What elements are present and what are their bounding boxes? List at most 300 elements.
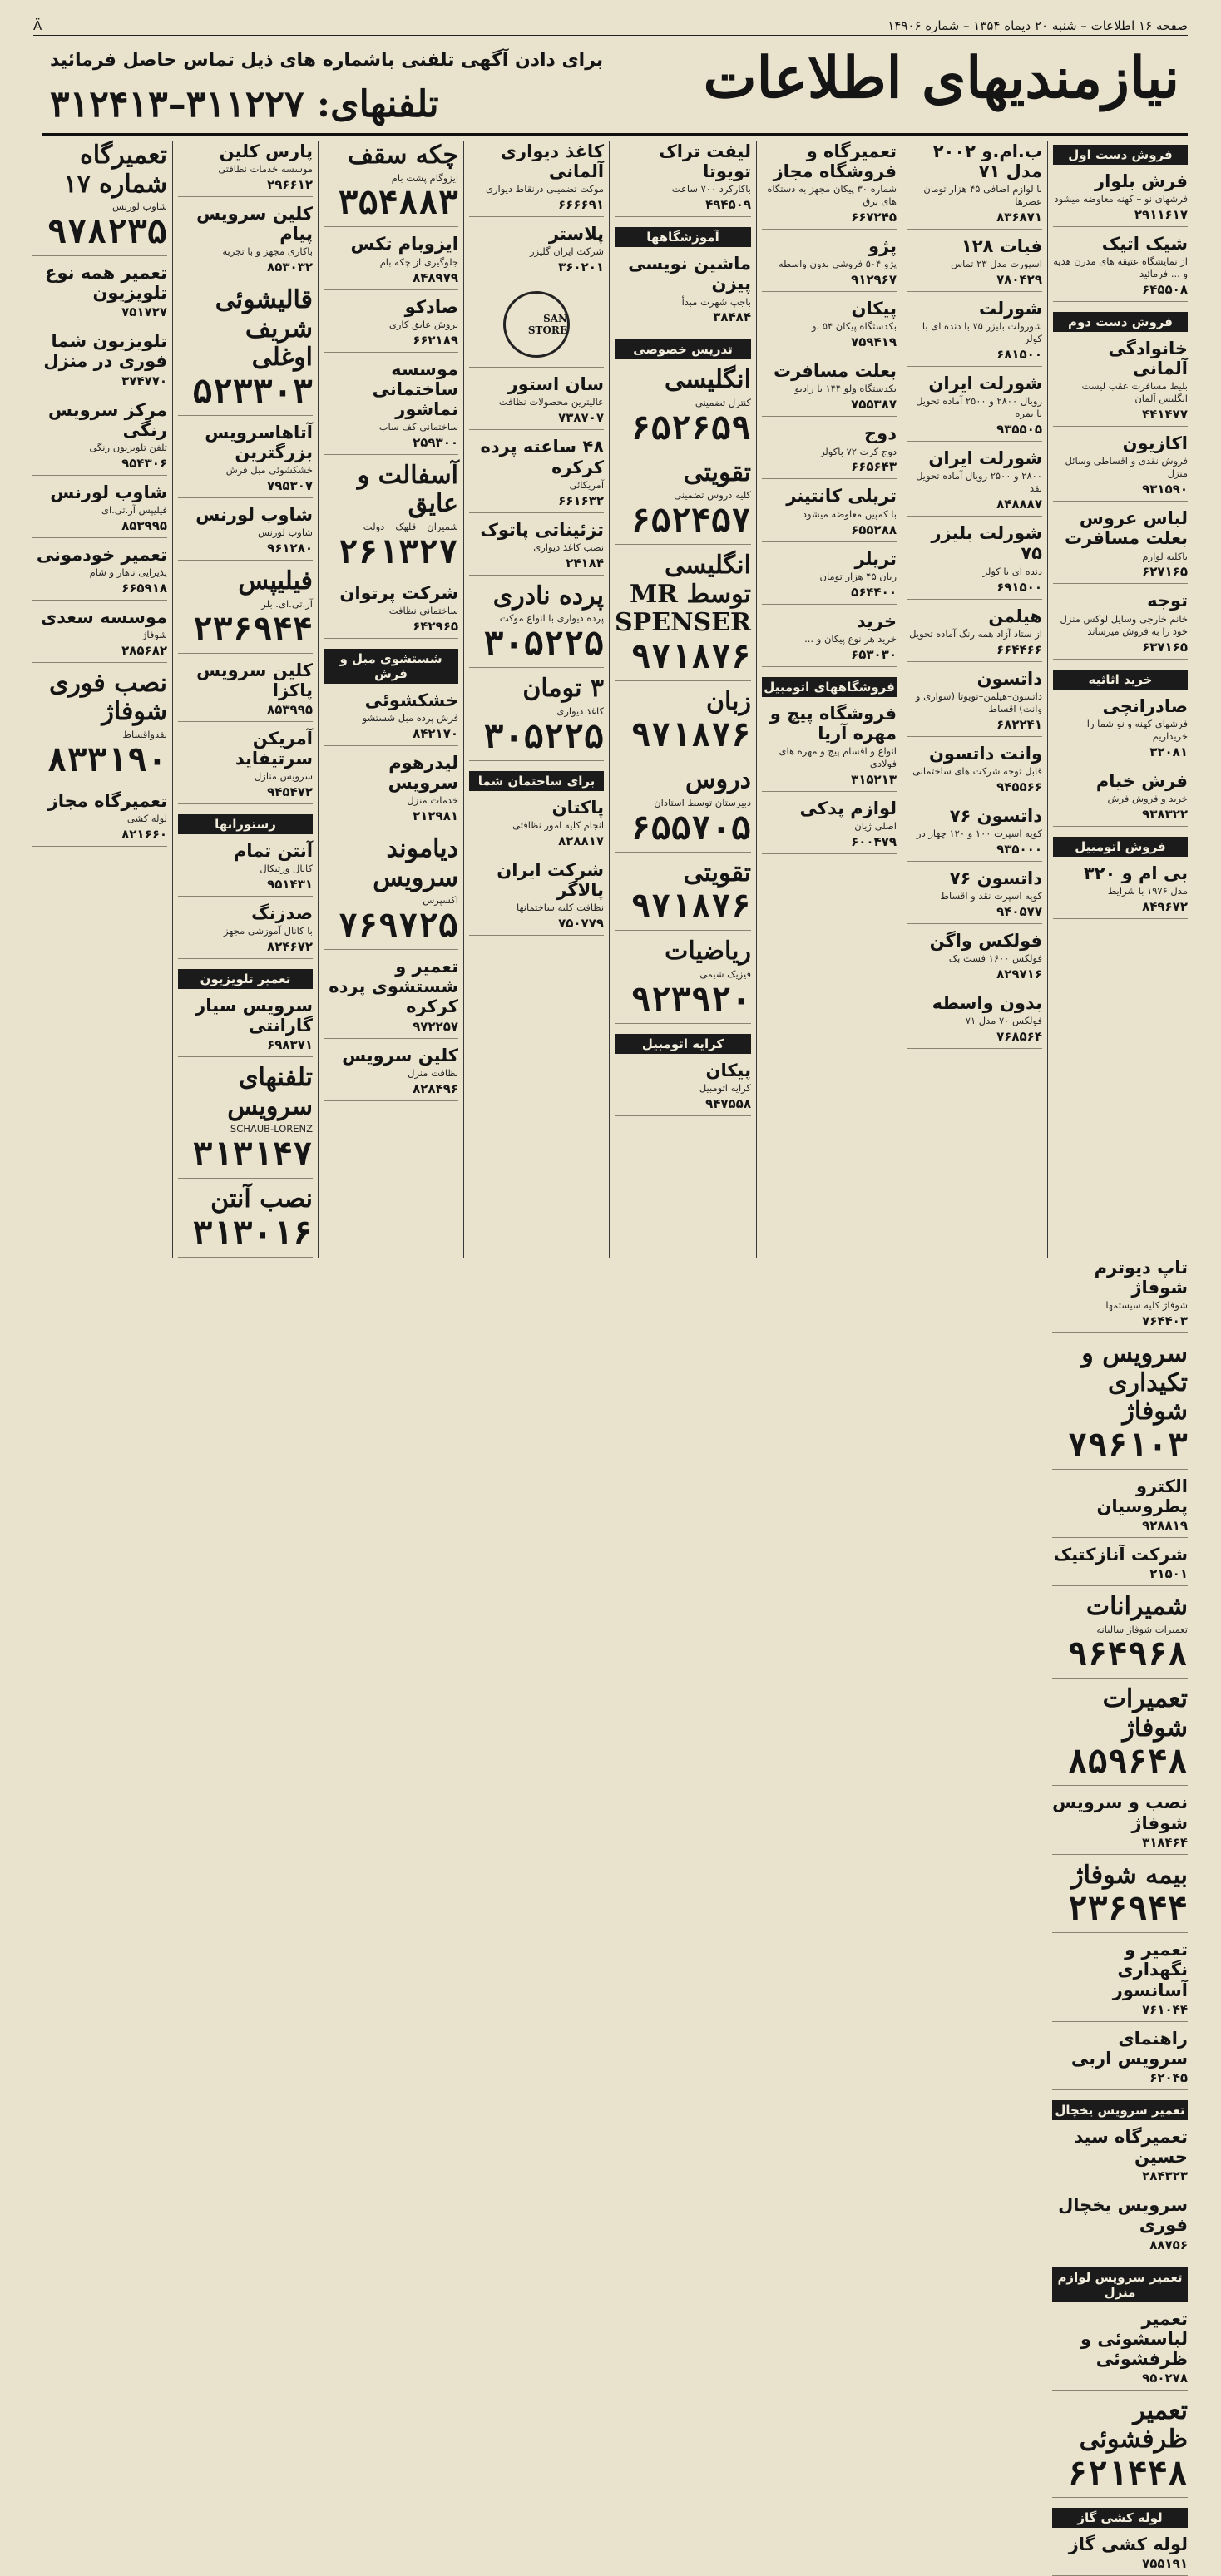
ad-text: خانم خارجی وسایل لوکس منزل خود را به فروش میرساند: [1060, 612, 1188, 637]
ad-phone: ۶۶۶۶۹۱: [558, 197, 605, 213]
ad-phone-large: ۶۵۲۴۵۷: [630, 502, 751, 541]
ad-text: نظافت کلیه ساختمانها: [516, 901, 605, 913]
ad-title: بی ام و ۳۲۰: [1083, 863, 1188, 883]
ad-text: اصلی ژیان: [854, 820, 897, 832]
classified-ad: [178, 423, 313, 498]
ad-text: نظافت منزل: [408, 1066, 459, 1079]
ad-phone: ۹۳۵۵۰۵: [996, 422, 1042, 438]
ad-phone: ۹۳۱۵۹۰: [1142, 482, 1188, 497]
classified-ad: [324, 690, 458, 746]
ad-title: ب.ام.و ۲۰۰۲ مدل ۷۱: [932, 141, 1042, 182]
ad-text: جلوگیری از چکه بام: [379, 255, 459, 268]
ad-title: شورلت: [978, 299, 1042, 319]
ad-title: پژو: [868, 236, 897, 257]
classified-ad: [178, 1064, 313, 1179]
classified-ad: [32, 263, 167, 324]
ad-text: فرش پرده مبل شستشو: [362, 712, 459, 724]
ad-title: دوج: [864, 423, 897, 444]
classified-ad: [1053, 591, 1188, 659]
section-heading: لوله کشی گاز: [1052, 2508, 1188, 2528]
ad-text: فیزیک شیمی: [699, 967, 751, 980]
ad-phone: ۸۲۴۶۷۲: [267, 939, 314, 955]
ad-title: تعمیر و نگهداری آسانسور: [1112, 1940, 1188, 2000]
ad-title: موسسه سعدی: [40, 606, 168, 627]
classified-ad: [1052, 1862, 1188, 1934]
classified-ad: [324, 359, 458, 455]
ad-title: داتسون ۷۶: [949, 868, 1042, 888]
ad-phone-large: ۳۵۴۸۸۳: [338, 184, 459, 223]
ad-text: زیان ۴۵ هزار تومان: [819, 570, 897, 582]
ad-text: موسسه خدمات نظافتی: [218, 163, 314, 176]
ad-phone-large: ۹۷۸۲۳۵: [47, 212, 168, 251]
classified-ad: [907, 523, 1042, 599]
classified-ad: [907, 606, 1042, 662]
classified-ad: [615, 1061, 751, 1116]
ad-phone: ۶۸۲۲۴۱: [996, 716, 1042, 732]
ad-title: داتسون: [976, 668, 1042, 689]
classified-ad: [1053, 339, 1188, 427]
classified-ad: [1052, 1340, 1188, 1470]
ad-phone: ۷۹۵۳۰۷: [267, 478, 314, 494]
ad-phone: ۷۸۰۴۲۹: [996, 272, 1042, 288]
classified-ad: [615, 859, 751, 932]
section-heading: فروش دست دوم: [1053, 312, 1188, 332]
section-heading: تعمیر سرویس لوازم منزل: [1052, 2267, 1188, 2302]
ad-title: دروس: [685, 765, 751, 795]
ad-title: شمیرانات: [1085, 1592, 1188, 1622]
classified-ad: [1052, 1476, 1188, 1538]
ad-title: تزئیناتی پاتوک: [480, 519, 605, 540]
ad-title: زبان: [705, 686, 751, 716]
section-heading: فروش اتومبیل: [1053, 837, 1188, 857]
ad-title: شورلت ایران: [928, 448, 1042, 469]
ad-phone: ۶۶۱۶۳۲: [558, 492, 605, 508]
classified-ad: [615, 254, 751, 329]
classified-ad: [1052, 1940, 1188, 2021]
ad-phone: ۸۴۹۶۷۲: [1142, 898, 1188, 914]
classified-ad: [1052, 2195, 1188, 2257]
classified-ad: [324, 462, 458, 576]
ad-phone: ۹۴۵۵۶۶: [996, 779, 1042, 794]
ad-text: کوپه اسپرت ۱۰۰ و ۱۲۰ چهار در: [917, 827, 1042, 839]
ad-text: باکلیه لوازم: [1142, 550, 1188, 562]
ad-phone: ۴۹۴۵۰۹: [705, 197, 751, 213]
ad-text: داتسون–هیلمن–تویوتا (سواری و وانت) اقساط: [915, 690, 1042, 714]
ad-text: SCHAUB-LORENZ: [230, 1123, 314, 1135]
ad-title: تاپ دیوترم شوفاژ: [1094, 1257, 1188, 1298]
classified-ad: [324, 1046, 458, 1101]
ad-title: کلین سرویس پاکزا: [196, 660, 314, 700]
classified-ad: [1053, 433, 1188, 502]
classified-ad: [32, 607, 167, 663]
ad-phone: ۲۹۶۶۱۲: [267, 177, 314, 193]
classified-ad: [615, 459, 751, 545]
section-heading: فروش دست اول: [1053, 145, 1188, 165]
classified-ad: [762, 611, 897, 667]
ad-phone: ۹۴۰۵۷۷: [996, 903, 1042, 919]
classified-ad: [615, 366, 751, 452]
ad-title: نصب و سرویس شوفاژ: [1052, 1792, 1188, 1833]
classified-ad: [178, 286, 313, 416]
section-heading: خرید اثاثیه: [1053, 670, 1188, 690]
ad-title: تعمیر خودمونی: [36, 544, 168, 565]
ad-phone: ۲۸۵۶۸۲: [121, 642, 168, 658]
ad-text: فیلیپس آر.تی.ای: [101, 503, 168, 516]
classified-ad: [762, 299, 897, 354]
ad-text: ۲۸۰۰ و ۲۵۰۰ رویال آماده تحویل نقد: [916, 470, 1042, 495]
classified-ad: [178, 567, 313, 653]
section-heading: فروشگاههای اتومبیل: [762, 677, 897, 697]
ad-text: خرید هر نوع پیکان و ...: [804, 632, 897, 645]
ad-title: وانت داتسون: [929, 743, 1042, 764]
classified-ad: [32, 791, 167, 847]
ad-phone-large: ۲۳۶۹۴۴: [192, 610, 314, 649]
ad-title: ۳ تومان: [522, 674, 605, 704]
ad-phone: ۹۵۱۴۳۱: [267, 877, 314, 892]
ad-title: نصب آنتن: [210, 1184, 314, 1214]
ad-title: آنتن تمام: [233, 841, 314, 862]
ad-title: تعمیرگاه سید حسین: [1074, 2126, 1188, 2168]
ad-text: کرایه اتومبیل: [699, 1081, 751, 1094]
ad-title: شرکت پرتوان: [339, 582, 459, 603]
ad-text: فولکس ۱۶۰۰ فست بک: [948, 952, 1042, 964]
ad-phone-large: ۳۱۳۱۴۷: [192, 1135, 314, 1174]
ad-phone: ۲۸۴۳۲۳: [1142, 2168, 1188, 2184]
ad-text: دبیرستان توسط استادان: [654, 796, 751, 808]
ad-title: چکه سقف: [348, 141, 459, 170]
ad-title: تعمیر لباسشوئی و ظرفشوئی: [1080, 2308, 1188, 2369]
ad-text: پذیرایی ناهار و شام: [89, 566, 168, 578]
ad-text: شاوب لورنس: [257, 527, 314, 539]
ad-phone: ۹۴۷۵۵۸: [705, 1095, 751, 1111]
classified-ad: [1052, 1685, 1188, 1786]
ad-title: لوله کشی گاز: [1068, 2534, 1188, 2554]
ad-phone-large: ۳۱۳۰۱۶: [192, 1214, 314, 1253]
classified-ad: [324, 141, 458, 227]
ad-text: انجام کلیه امور نظافتی: [512, 818, 605, 831]
section-heading: تدریس خصوصی: [615, 339, 751, 359]
ad-phone-large: ۲۳۶۹۴۴: [1067, 1890, 1188, 1929]
ad-text: شوفاژ: [141, 629, 168, 641]
ad-phone: ۹۳۸۳۲۲: [1142, 806, 1188, 822]
ad-text: شرکت ایران گلیزر: [529, 245, 605, 258]
ad-title: کاغذ دیواری آلمانی: [500, 141, 605, 182]
ad-text: کاغذ دیواری: [556, 705, 605, 717]
classified-ad: [469, 798, 604, 853]
classified-ad: [907, 806, 1042, 862]
ad-title: فرش خیام: [1095, 770, 1188, 791]
classified-ad: [907, 373, 1042, 442]
ad-text: کلیه دروس تضمینی: [674, 489, 751, 502]
ad-text: شماره ۳۰ پیکان مجهز به دستگاه های برق: [767, 183, 897, 208]
classified-ad: [1052, 2309, 1188, 2391]
ad-phone: ۶۶۷۲۴۵: [851, 210, 897, 225]
ad-text: با لوازم اضافی ۴۵ هزار تومان عصرها: [923, 183, 1042, 208]
classified-ad: [178, 841, 313, 897]
section-heading: رستورانها: [178, 814, 313, 834]
classified-ad: [1052, 1545, 1188, 1586]
ad-phone: ۶۴۵۵۰۸: [1142, 282, 1188, 298]
ad-phone: ۸۵۳۹۹۵: [267, 701, 314, 717]
ad-title: پیکان: [705, 1060, 751, 1080]
classified-ad: [324, 835, 458, 950]
classified-ad: [762, 549, 897, 605]
ad-title: پارس کلین: [219, 141, 314, 161]
classified-column: [756, 141, 902, 1258]
ad-text: اکسپرس: [423, 894, 459, 907]
section-heading: برای ساختمان شما: [469, 771, 604, 791]
ad-phone: ۶۸۱۵۰۰: [996, 347, 1042, 363]
ad-title: انگلیسی: [664, 365, 751, 395]
classified-ad: [324, 957, 458, 1038]
ad-title: سان استور: [507, 374, 605, 395]
ad-title: صادکو: [404, 296, 459, 317]
classified-column: [172, 141, 318, 1258]
ad-text: از نمایشگاه عتیقه های مدرن هدیه و ... فرمائید: [1053, 255, 1188, 280]
classified-ad: [1052, 1258, 1188, 1333]
ad-title: بعلت مسافرت: [773, 361, 897, 382]
classified-ad: [469, 437, 604, 512]
ad-text: دوج کرت ۷۲ باکولر: [819, 445, 897, 457]
ad-phone: ۹۳۵۰۰۰: [996, 841, 1042, 857]
classified-ad: [762, 423, 897, 479]
ad-phone: ۸۸۷۵۶: [1149, 2237, 1188, 2252]
ad-text: با کمپین معاوضه میشود: [802, 507, 897, 520]
ad-text: آمریکائی: [569, 478, 605, 491]
ad-text: قابل توجه شرکت های ساختمانی: [912, 764, 1042, 777]
ad-title: شرکت آنازکتیک: [1053, 1544, 1188, 1565]
ad-phone: ۶۶۵۹۱۸: [121, 580, 168, 596]
ad-phone: ۹۱۲۹۶۷: [851, 272, 897, 288]
ad-text: خدمات منزل: [407, 794, 459, 807]
ad-title: الکترو پطروسیان: [1096, 1476, 1188, 1516]
ad-text: موکت تضمینی درنقاط دیواری: [486, 183, 605, 195]
ad-text: بکدستگاه پیکان ۵۴ نو: [811, 320, 897, 333]
section-heading: تعمیر تلویزیون: [178, 969, 313, 989]
ad-text: لوله کشی: [126, 813, 168, 825]
ad-text: با کانال آموزشی مجهز: [224, 925, 314, 937]
classified-column: [902, 141, 1047, 1258]
classified-ad: [178, 141, 313, 197]
ad-text: مدل ۱۹۷۶ با شرایط: [1107, 884, 1188, 897]
ad-phone: ۷۵۹۴۱۹: [851, 334, 897, 350]
classified-ad: [762, 361, 897, 417]
ad-text: کانال ورتیکال: [260, 863, 314, 875]
ad-title: کلین سرویس پیام: [196, 204, 314, 245]
ad-title: ایزوبام تکس: [350, 234, 459, 255]
classified-ad: [1052, 1593, 1188, 1679]
ad-phone: ۶۹۸۳۷۱: [267, 1037, 314, 1053]
ad-title: تعمیرگاه مجاز: [47, 790, 168, 811]
ad-phone-large: ۶۲۱۴۴۸: [1067, 2454, 1188, 2493]
ad-title: تلویزیون شما فوری در منزل: [43, 331, 168, 372]
classified-ad: [178, 505, 313, 561]
ad-title: لباس عروس بعلت مسافرت: [1064, 508, 1188, 549]
classified-ad: [469, 582, 604, 668]
ad-text: از ستاد آزاد همه رنگ آماده تحویل: [909, 627, 1042, 640]
section-heading: شستشوی مبل و فرش: [324, 649, 458, 684]
classified-column: [27, 141, 172, 1258]
ad-text: شوفاژ کلیه سیستمها: [1105, 1299, 1188, 1312]
ad-phone: ۸۴۲۱۷۰: [413, 726, 459, 742]
edge-mark: Ä: [33, 18, 42, 33]
ad-title: صادرانچی: [1102, 695, 1188, 716]
ad-phone: ۷۶۸۵۶۴: [996, 1028, 1042, 1044]
classified-ad: [762, 236, 897, 292]
ad-text: فرشهای کهنه و نو شما را خریداریم: [1086, 717, 1188, 742]
ad-phone: ۷۶۱۰۴۴: [1142, 2001, 1188, 2017]
ad-text: عالیترین محصولات نظافت: [498, 396, 605, 408]
ad-title: خرید: [856, 611, 897, 631]
ad-title: توجه: [1147, 591, 1188, 611]
brand-logo-icon: SAN STORE: [503, 291, 570, 358]
ad-title: شرکت ایران پالاگر: [497, 859, 605, 900]
ad-phone: ۸۵۳۹۹۵: [121, 517, 168, 533]
ad-phone: ۲۹۱۱۶۱۷: [1134, 207, 1188, 223]
classified-ad: [907, 448, 1042, 517]
classified-ad: [469, 520, 604, 576]
ad-title: لوازم پدکی: [799, 798, 897, 818]
classified-column: [609, 141, 756, 1258]
ad-text: بروش عایق کاری: [388, 318, 459, 330]
page-info: صفحه ۱۶ اطلاعات – شنبه ۲۰ دیماه ۱۳۵۴ – شماره ۱۴۹۰۶: [887, 18, 1188, 33]
ad-title: هیلمن: [988, 606, 1042, 626]
classified-ad: [615, 688, 751, 760]
ad-text: انواع و اقسام پیچ و مهره های فولادی: [779, 744, 897, 769]
ad-text: فروش نقدی و اقساطی وسائل منزل: [1065, 455, 1188, 480]
section-heading: آموزشگاهها: [615, 227, 751, 247]
ad-phone: ۵۶۴۴۰۰: [851, 584, 897, 600]
classified-ad: [1053, 696, 1188, 764]
classified-ad: [178, 729, 313, 804]
ad-phone: ۲۵۹۳۰۰: [413, 434, 459, 450]
ad-phone: ۸۴۸۹۷۹: [413, 269, 459, 285]
ad-text: اسپورت مدل ۲۳ تماس: [951, 258, 1042, 270]
classified-column: [318, 141, 463, 1258]
ad-title: انگلیسی توسط MR SPENSER: [615, 551, 751, 638]
classified-ad: [615, 937, 751, 1023]
ad-phone-large: ۲۶۱۳۲۷: [338, 532, 459, 571]
ad-phone-large: ۸۵۹۶۴۸: [1067, 1743, 1188, 1782]
ad-text: فولکس ۷۰ مدل ۷۱: [965, 1015, 1042, 1027]
ad-title: آتاهاسرویس بزرگترین: [205, 422, 314, 462]
classified-ad: [615, 766, 751, 852]
classified-ad: [762, 799, 897, 854]
page-header-line: [33, 17, 1188, 36]
ad-title: راهنمای سرویس اربی: [1070, 2028, 1188, 2069]
ad-phone-large: ۶۵۲۶۵۹: [630, 408, 751, 447]
classified-ad: [615, 141, 751, 217]
ad-phone-large: ۳۰۵۲۲۵: [483, 717, 605, 756]
classified-ad: [324, 753, 458, 828]
ad-title: سرویس سیار گارانتی: [195, 996, 314, 1036]
ad-title: ماشین نویسی پیزن: [628, 254, 751, 294]
classified-ad: [762, 704, 897, 792]
classified-ad: [32, 482, 167, 538]
ad-phone: ۶۶۲۱۸۹: [413, 332, 459, 348]
classified-ad: [1052, 2534, 1188, 2576]
ad-phone: ۴۴۱۴۷۷: [1142, 407, 1188, 423]
ad-title: صدزنگ: [251, 903, 314, 924]
ad-phone: ۷۳۸۷۰۷: [558, 410, 605, 426]
ad-phone: ۲۴۱۸۴: [566, 555, 605, 571]
classified-column: [463, 141, 609, 1258]
ad-title: تقویتی: [683, 457, 751, 487]
classified-ad: [907, 931, 1042, 986]
ad-text: شورولت بلیزر ۷۵ با دنده ای با کولر: [922, 320, 1042, 345]
ad-title: لیفت تراک تویوتا: [659, 141, 751, 182]
classified-ad: [469, 860, 604, 936]
ad-title: پاکتان: [551, 797, 605, 818]
ad-title: فیات ۱۲۸: [961, 236, 1042, 257]
classified-ad: [907, 299, 1042, 367]
ad-title: تقویتی: [683, 858, 751, 888]
ad-title: قالیشوئی شریف اوغلی: [215, 285, 314, 373]
ad-text: باجپ شهرت مبدأ: [681, 295, 751, 308]
classified-ad: [32, 331, 167, 393]
ad-phone: ۶۳۷۱۶۵: [1142, 639, 1188, 655]
ad-text: کنترل تضمینی: [695, 396, 751, 408]
ad-phone-large: ۹۲۳۹۲۰: [630, 980, 751, 1019]
ad-title: نصب فوری شوفاژ: [48, 668, 168, 727]
ad-title: دیاموند سرویس: [373, 834, 459, 892]
ad-phone-large: ۵۲۳۳۰۳: [192, 372, 314, 411]
classified-ad: [1053, 508, 1188, 584]
classified-ad: [469, 141, 604, 217]
ad-title: پرده نادری: [492, 581, 605, 611]
ad-text: خشکشوئی مبل فرش: [225, 464, 314, 477]
ad-title: فولکس واگن: [929, 930, 1042, 951]
ad-text: کوپه اسپرت نقد و اقساط: [940, 889, 1042, 902]
ad-phone: ۷۵۱۷۲۷: [121, 304, 168, 320]
ad-phone: ۸۴۸۸۸۷: [996, 497, 1042, 512]
ad-phone-large: ۹۷۱۸۷۶: [630, 716, 751, 755]
classified-ad: [178, 996, 313, 1057]
ad-text: خرید و فروش فرش: [1107, 792, 1188, 804]
ad-phone-large: ۹۶۴۹۶۸: [1067, 1635, 1188, 1674]
ad-text: شاوب لورنس: [111, 200, 168, 212]
ad-phone-large: ۷۶۹۷۲۵: [338, 907, 459, 946]
ad-title: شاوب لورنس: [50, 482, 168, 502]
ad-text: آر.تی.ای. بلر: [261, 597, 314, 610]
classified-ad: [1052, 1792, 1188, 1854]
classified-ad: [907, 993, 1042, 1049]
ad-title: ۴۸ ساعته پرده کرکره: [480, 437, 605, 477]
classified-ad: [469, 675, 604, 760]
masthead: [42, 40, 1188, 136]
classified-ad: [907, 868, 1042, 924]
ad-phone: ۶۹۱۵۰۰: [996, 579, 1042, 595]
ad-phone: ۷۵۵۱۹۱: [1142, 2556, 1188, 2572]
ad-phone-large: ۹۷۱۸۷۶: [630, 888, 751, 927]
ad-title: شورلت بلیزر ۷۵: [931, 523, 1042, 564]
classified-ad: [324, 297, 458, 353]
ad-phone: ۳۶۰۲۰۱: [558, 260, 605, 275]
ad-phone: ۶۰۰۴۷۹: [851, 833, 897, 849]
classified-ad: [32, 141, 167, 256]
masthead-subtitle: برای دادن آگهی تلفنی باشماره های ذیل تماس حاصل فرمائید: [50, 50, 604, 71]
ad-phone: ۶۵۵۲۸۸: [851, 522, 897, 537]
classified-ad: [469, 224, 604, 279]
ad-text: دنده ای با کولر: [982, 565, 1042, 577]
ad-text: ساختمانی کف ساب: [378, 421, 459, 433]
ad-text: فرشهای نو – کهنه معاوضه میشود: [1054, 193, 1188, 205]
ad-title: فیلیپس: [238, 566, 314, 596]
ad-title: فروشگاه پیچ و مهره آریا: [769, 703, 897, 744]
ad-title: آسفالت و عایق: [357, 460, 459, 519]
ad-phone: ۶۵۳۰۳۰: [851, 646, 897, 662]
classified-ad: [1053, 863, 1188, 919]
